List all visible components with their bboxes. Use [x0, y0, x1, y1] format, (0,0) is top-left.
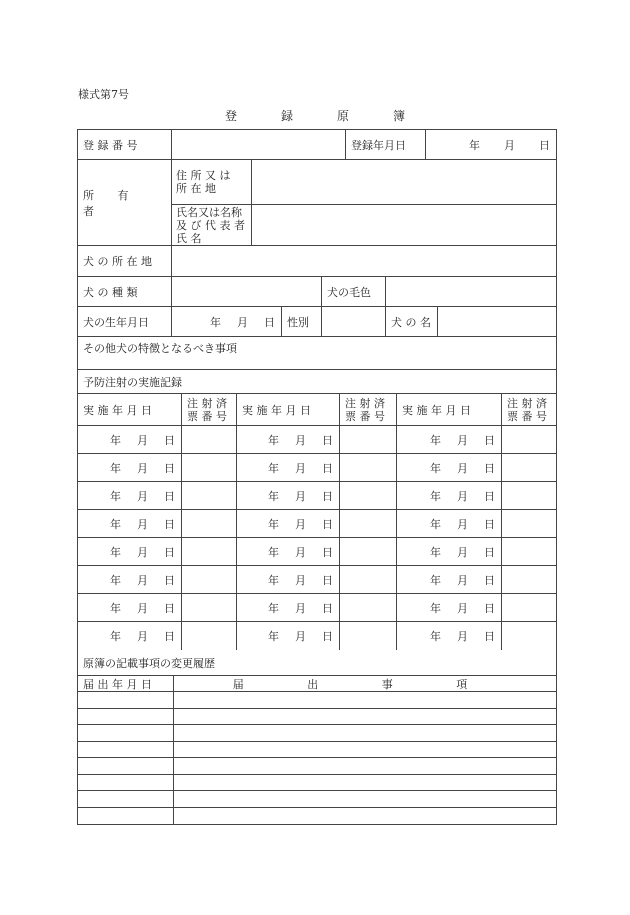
vac-ticket-cell[interactable] [182, 566, 237, 593]
dog-location-row [78, 246, 556, 277]
address-label-2: 所 在 地 [176, 182, 216, 195]
year-label: 年 [430, 433, 441, 447]
year-label: 年 [430, 601, 441, 615]
day-label: 日 [322, 601, 333, 615]
day-label: 日 [322, 573, 333, 587]
year-label: 年 [430, 517, 441, 531]
vac-date-cell[interactable] [237, 566, 340, 593]
name-label-3: 氏 名 [176, 231, 202, 245]
vac-date-header-label: 実 施 年 月 日 [402, 403, 471, 417]
vaccination-row [78, 538, 556, 566]
vac-date-cell[interactable] [397, 622, 502, 650]
vac-ticket-cell[interactable] [340, 622, 397, 650]
ticket-header-line-2: 票 番 号 [507, 409, 547, 423]
vaccination-row [78, 482, 556, 510]
day-label: 日 [322, 489, 333, 503]
year-label: 年 [430, 573, 441, 587]
vaccination-section-row [78, 370, 556, 394]
history-row [78, 758, 556, 775]
ticket-header-line-1: 注 射 済 [507, 396, 547, 410]
vac-ticket-cell[interactable] [182, 594, 237, 621]
month-label: 月 [137, 601, 148, 615]
month-label: 月 [295, 630, 306, 643]
month-label: 月 [457, 601, 468, 615]
year-label: 年 [110, 573, 121, 587]
vac-ticket-cell[interactable] [502, 454, 556, 481]
month-label: 月 [295, 601, 306, 615]
dog-location-field[interactable] [172, 246, 556, 276]
day-label: 日 [164, 517, 175, 531]
year-label: 年 [430, 630, 441, 643]
owner-address-field[interactable] [252, 160, 556, 204]
features-field[interactable] [78, 337, 556, 369]
day-label: 日 [484, 461, 495, 475]
vac-date-header-label: 実 施 年 月 日 [83, 403, 152, 417]
vac-date-cell[interactable] [78, 426, 182, 453]
dog-breed-label: 犬 の 種 類 [83, 285, 138, 299]
vac-ticket-cell[interactable] [502, 510, 556, 537]
dog-breed-field[interactable] [172, 277, 322, 306]
vac-ticket-cell[interactable] [502, 622, 556, 650]
vac-date-cell[interactable] [78, 566, 182, 593]
dog-breed-label-cell [78, 277, 172, 306]
dog-name-label: 犬 の 名 [391, 315, 431, 329]
history-date-cell[interactable] [78, 775, 174, 791]
month-label: 月 [457, 573, 468, 587]
day-label: 日 [484, 630, 495, 643]
day-label: 日 [484, 517, 495, 531]
day-label: 日 [322, 630, 333, 643]
ticket-header-line-1: 注 射 済 [187, 396, 227, 410]
vac-ticket-cell[interactable] [502, 594, 556, 621]
year-label: 年 [110, 461, 121, 475]
day-label: 日 [484, 489, 495, 503]
vac-ticket-cell[interactable] [502, 538, 556, 565]
owner-label: 所 有 者 [83, 188, 139, 218]
vac-ticket-cell[interactable] [502, 426, 556, 453]
history-row [78, 808, 556, 825]
vac-date-cell[interactable] [397, 594, 502, 621]
vac-date-cell[interactable] [237, 426, 340, 453]
day-label: 日 [164, 573, 175, 587]
day-label: 日 [484, 545, 495, 559]
vaccination-header-row [78, 394, 556, 426]
vac-date-cell[interactable] [78, 482, 182, 509]
vac-date-cell[interactable] [237, 482, 340, 509]
vac-ticket-cell[interactable] [340, 482, 397, 509]
dog-name-field[interactable] [438, 307, 556, 336]
year-label: 年 [210, 315, 221, 329]
month-label: 月 [137, 573, 148, 587]
registration-date-field[interactable] [426, 130, 556, 159]
history-date-cell[interactable] [78, 742, 174, 758]
history-date-cell[interactable] [78, 808, 174, 825]
registration-row [78, 130, 556, 160]
vac-date-cell[interactable] [78, 510, 182, 537]
year-label: 年 [469, 138, 480, 152]
history-item-cell[interactable] [174, 742, 556, 758]
dog-color-label: 犬の毛色 [327, 285, 371, 299]
year-label: 年 [110, 489, 121, 503]
year-label: 年 [268, 630, 279, 643]
registration-form [77, 129, 557, 825]
year-label: 年 [430, 545, 441, 559]
history-row [78, 692, 556, 709]
year-label: 年 [110, 545, 121, 559]
vac-date-cell[interactable] [78, 538, 182, 565]
month-label: 月 [137, 489, 148, 503]
day-label: 日 [264, 315, 275, 329]
history-date-header: 届 出 年 月 日 [83, 677, 152, 691]
dog-location-label-cell [78, 246, 172, 276]
vac-date-cell[interactable] [397, 454, 502, 481]
dog-color-field[interactable] [386, 277, 556, 306]
year-label: 年 [268, 573, 279, 587]
day-label: 日 [164, 433, 175, 447]
year-label: 年 [110, 630, 121, 643]
history-row [78, 742, 556, 759]
vac-ticket-cell[interactable] [182, 426, 237, 453]
vac-date-cell[interactable] [237, 538, 340, 565]
history-header-row [78, 676, 556, 692]
dog-birth-label-cell [78, 307, 172, 336]
year-label: 年 [430, 489, 441, 503]
name-label-2: 及 び 代 表 者 [176, 218, 245, 232]
vac-ticket-cell[interactable] [182, 454, 237, 481]
month-label: 月 [457, 489, 468, 503]
month-label: 月 [137, 545, 148, 559]
history-item-cell[interactable] [174, 758, 556, 774]
owner-subrows [172, 160, 556, 245]
month-label: 月 [237, 315, 248, 329]
history-row [78, 791, 556, 808]
history-item-cell[interactable] [174, 791, 556, 807]
month-label: 月 [457, 433, 468, 447]
month-label: 月 [457, 517, 468, 531]
dog-birth-label: 犬の生年月日 [83, 315, 149, 329]
vac-ticket-header-2 [340, 394, 397, 425]
ticket-header-line-2: 票 番 号 [345, 409, 385, 423]
ticket-header-line-2: 票 番 号 [187, 409, 227, 423]
history-row [78, 709, 556, 726]
month-label: 月 [457, 630, 468, 643]
vac-ticket-cell[interactable] [340, 594, 397, 621]
owner-name-row [172, 205, 556, 245]
month-label: 月 [137, 461, 148, 475]
dog-color-label-cell [322, 277, 386, 306]
registration-number-label: 登 録 番 号 [83, 138, 138, 152]
month-label: 月 [295, 489, 306, 503]
sex-label: 性別 [287, 315, 309, 329]
vac-date-header-2 [237, 394, 340, 425]
dog-location-label: 犬 の 所 在 地 [83, 255, 152, 268]
history-date-cell[interactable] [78, 758, 174, 774]
history-section-label: 原簿の記載事項の変更履歴 [83, 656, 215, 670]
year-label: 年 [268, 517, 279, 531]
history-date-cell[interactable] [78, 791, 174, 807]
day-label: 日 [164, 545, 175, 559]
vac-ticket-cell[interactable] [340, 426, 397, 453]
ticket-header-line-1: 注 射 済 [345, 396, 385, 410]
dog-birth-field[interactable] [172, 307, 282, 336]
address-label-1: 住 所 又 は [176, 169, 231, 182]
history-rows [78, 692, 556, 824]
history-date-cell[interactable] [78, 709, 174, 725]
history-row [78, 725, 556, 742]
history-item-cell[interactable] [174, 808, 556, 825]
history-item-cell[interactable] [174, 709, 556, 725]
vac-ticket-header-1 [182, 394, 237, 425]
year-label: 年 [430, 461, 441, 475]
owner-label-cell [78, 160, 172, 245]
year-label: 年 [268, 461, 279, 475]
day-label: 日 [539, 138, 550, 152]
day-label: 日 [164, 601, 175, 615]
vac-date-header-1 [78, 394, 182, 425]
month-label: 月 [295, 545, 306, 559]
vac-date-cell[interactable] [237, 510, 340, 537]
sex-field[interactable] [322, 307, 386, 336]
day-label: 日 [164, 461, 175, 475]
vaccination-row [78, 510, 556, 538]
owner-name-field[interactable] [252, 205, 556, 245]
form-number: 様式第7号 [78, 88, 129, 101]
vaccination-row [78, 426, 556, 454]
page-title: 登録原簿 [224, 109, 449, 123]
vac-ticket-cell[interactable] [340, 454, 397, 481]
year-label: 年 [268, 433, 279, 447]
history-item-cell[interactable] [174, 775, 556, 791]
owner-address-label-cell [172, 160, 252, 204]
year-label: 年 [268, 489, 279, 503]
history-item-cell[interactable] [174, 725, 556, 741]
vac-ticket-cell[interactable] [182, 538, 237, 565]
history-section-row [78, 650, 556, 676]
year-label: 年 [110, 433, 121, 447]
month-label: 月 [457, 461, 468, 475]
history-section-cell [78, 650, 556, 675]
vaccination-row [78, 454, 556, 482]
owner-name-label-cell [172, 205, 252, 245]
history-date-cell[interactable] [78, 692, 174, 708]
month-label: 月 [137, 517, 148, 531]
vac-ticket-cell[interactable] [340, 538, 397, 565]
month-label: 月 [295, 573, 306, 587]
vac-ticket-header-3 [502, 394, 556, 425]
day-label: 日 [164, 489, 175, 503]
month-label: 月 [295, 433, 306, 447]
dog-birth-row [78, 307, 556, 337]
vaccination-row [78, 622, 556, 650]
month-label: 月 [295, 461, 306, 475]
vac-ticket-cell[interactable] [182, 482, 237, 509]
registration-date-label: 登録年月日 [351, 138, 406, 152]
vac-ticket-cell[interactable] [182, 622, 237, 650]
month-label: 月 [457, 545, 468, 559]
vac-ticket-cell[interactable] [340, 566, 397, 593]
vac-date-cell[interactable] [397, 482, 502, 509]
day-label: 日 [322, 433, 333, 447]
vac-ticket-cell[interactable] [502, 566, 556, 593]
month-label: 月 [295, 517, 306, 531]
day-label: 日 [484, 433, 495, 447]
vac-ticket-cell[interactable] [502, 482, 556, 509]
features-row [78, 337, 556, 370]
vac-ticket-cell[interactable] [340, 510, 397, 537]
history-item-cell[interactable] [174, 692, 556, 708]
name-label-1: 氏名又は名称 [176, 205, 242, 219]
history-item-header: 届 出 事 項 [232, 677, 498, 691]
day-label: 日 [322, 461, 333, 475]
vac-date-cell[interactable] [237, 622, 340, 650]
vac-date-cell[interactable] [237, 454, 340, 481]
vac-date-cell[interactable] [78, 594, 182, 621]
registration-number-field[interactable] [172, 130, 346, 159]
vaccination-row [78, 594, 556, 622]
month-label: 月 [137, 433, 148, 447]
vac-date-cell[interactable] [237, 594, 340, 621]
day-label: 日 [164, 630, 175, 643]
registration-number-label-cell [78, 130, 172, 159]
vaccination-section-label: 予防注射の実施記録 [83, 375, 182, 389]
vaccination-section-cell [78, 370, 556, 393]
owner-row [78, 160, 556, 246]
vac-date-cell[interactable] [397, 426, 502, 453]
vac-date-cell[interactable] [78, 454, 182, 481]
year-label: 年 [110, 601, 121, 615]
history-date-header-cell [78, 676, 174, 691]
day-label: 日 [484, 573, 495, 587]
registration-date-label-cell [346, 130, 426, 159]
history-row [78, 775, 556, 792]
owner-address-row [172, 160, 556, 205]
vac-date-header-3 [397, 394, 502, 425]
day-label: 日 [484, 601, 495, 615]
day-label: 日 [322, 517, 333, 531]
sex-label-cell [282, 307, 322, 336]
dog-name-label-cell [386, 307, 438, 336]
vaccination-row [78, 566, 556, 594]
day-label: 日 [322, 545, 333, 559]
dog-breed-row [78, 277, 556, 307]
vac-date-cell[interactable] [78, 622, 182, 650]
month-label: 月 [137, 630, 148, 643]
history-date-cell[interactable] [78, 725, 174, 741]
vac-date-cell[interactable] [397, 538, 502, 565]
features-label: その他犬の特徴となるべき事項 [83, 342, 237, 355]
year-label: 年 [110, 517, 121, 531]
vac-date-cell[interactable] [397, 510, 502, 537]
month-label: 月 [504, 138, 515, 152]
vaccination-rows [78, 426, 556, 650]
vac-date-cell[interactable] [397, 566, 502, 593]
vac-ticket-cell[interactable] [182, 510, 237, 537]
history-item-header-cell [174, 676, 556, 691]
vac-date-header-label: 実 施 年 月 日 [242, 403, 311, 417]
year-label: 年 [268, 545, 279, 559]
year-label: 年 [268, 601, 279, 615]
